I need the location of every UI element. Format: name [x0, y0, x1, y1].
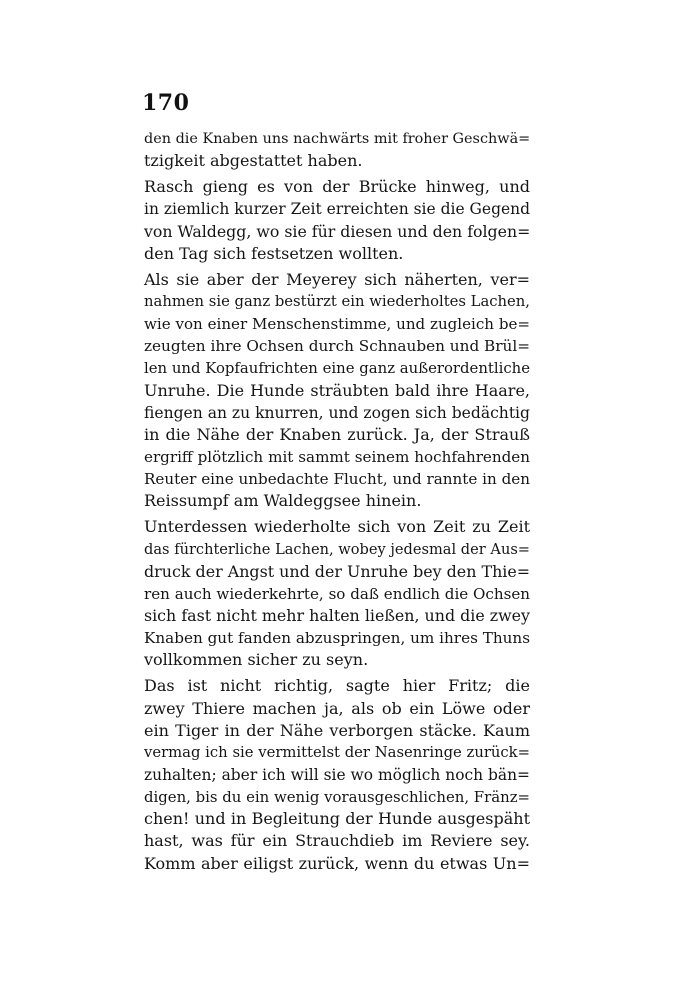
text-line: Knaben gut fanden abzuspringen, um ihres Thuns	[144, 629, 531, 648]
text-line: von Waldegg, wo sie für diesen und den folgen=	[144, 221, 531, 241]
text-line: ren auch wiederkehrte, so daß endlich die Ochsen	[144, 584, 530, 603]
text-line: len und Kopfaufrichten eine ganz außerordentliche	[144, 359, 530, 378]
text-line: Das ist nicht richtig, sagte hier Fritz; die	[144, 676, 530, 696]
text-line: zeugten ihre Ochsen durch Schnauben und Brül=	[144, 337, 531, 356]
page-number: 170	[142, 90, 190, 116]
text-line: vollkommen sicher zu seyn.	[144, 650, 369, 670]
text-line: Komm aber eiligst zurück, wenn du etwas Un=	[144, 853, 530, 873]
text-line: in ziemlich kurzer Zeit erreichten sie die Gegend	[144, 200, 530, 219]
text-line: wie von einer Menschenstimme, und zugleich be=	[144, 315, 530, 334]
text-line: Unterdessen wiederholte sich von Zeit zu Zeit	[144, 517, 530, 537]
text-line: Reissumpf am Waldeggsee hinein.	[144, 491, 422, 511]
text-line: tzigkeit abgestattet haben.	[144, 151, 363, 171]
text-line: sich fast nicht mehr halten ließen, und die zwey	[144, 605, 530, 625]
text-line: in die Nähe der Knaben zurück. Ja, der Strauß	[144, 424, 530, 444]
text-line: Als sie aber der Meyerey sich näherten, ver=	[144, 269, 530, 289]
text-line: zwey Thiere machen ja, als ob ein Löwe oder	[144, 698, 530, 718]
text-line: den Tag sich festsetzen wollten.	[144, 243, 404, 263]
body-text	[144, 128, 530, 875]
text-line: fiengen an zu knurren, und zogen sich bedächtig	[144, 403, 530, 422]
text-line: das fürchterliche Lachen, wobey jedesmal der Aus=	[144, 540, 530, 558]
text-line: Unruhe. Die Hunde sträubten bald ihre Haare,	[144, 380, 530, 400]
text-line: digen, bis du ein wenig vorausgeschlichen, Fränz=	[144, 788, 530, 807]
text-line: chen! und in Begleitung der Hunde ausgespäht	[144, 809, 530, 829]
text-line: vermag ich sie vermittelst der Nasenringe zurück=	[144, 743, 530, 761]
text-line: Reuter eine unbedachte Flucht, und rannte in den	[144, 470, 530, 489]
text-line: den die Knaben uns nachwärts mit froher Geschwä=	[144, 131, 531, 147]
text-line: hast, was für ein Strauchdieb im Reviere sey.	[144, 831, 530, 851]
text-line: ein Tiger in der Nähe verborgen stäcke. Kaum	[144, 720, 530, 740]
text-line: ergriff plötzlich mit sammt seinem hochfahrenden	[144, 447, 530, 466]
text-line: druck der Angst und der Unruhe bey den Thie=	[144, 561, 531, 581]
text-line: zuhalten; aber ich will sie wo möglich noch bän=	[144, 765, 530, 784]
text-line: nahmen sie ganz bestürzt ein wiederholtes Lachen,	[144, 292, 530, 310]
text-line: Rasch gieng es von der Brücke hinweg, und	[144, 177, 530, 197]
